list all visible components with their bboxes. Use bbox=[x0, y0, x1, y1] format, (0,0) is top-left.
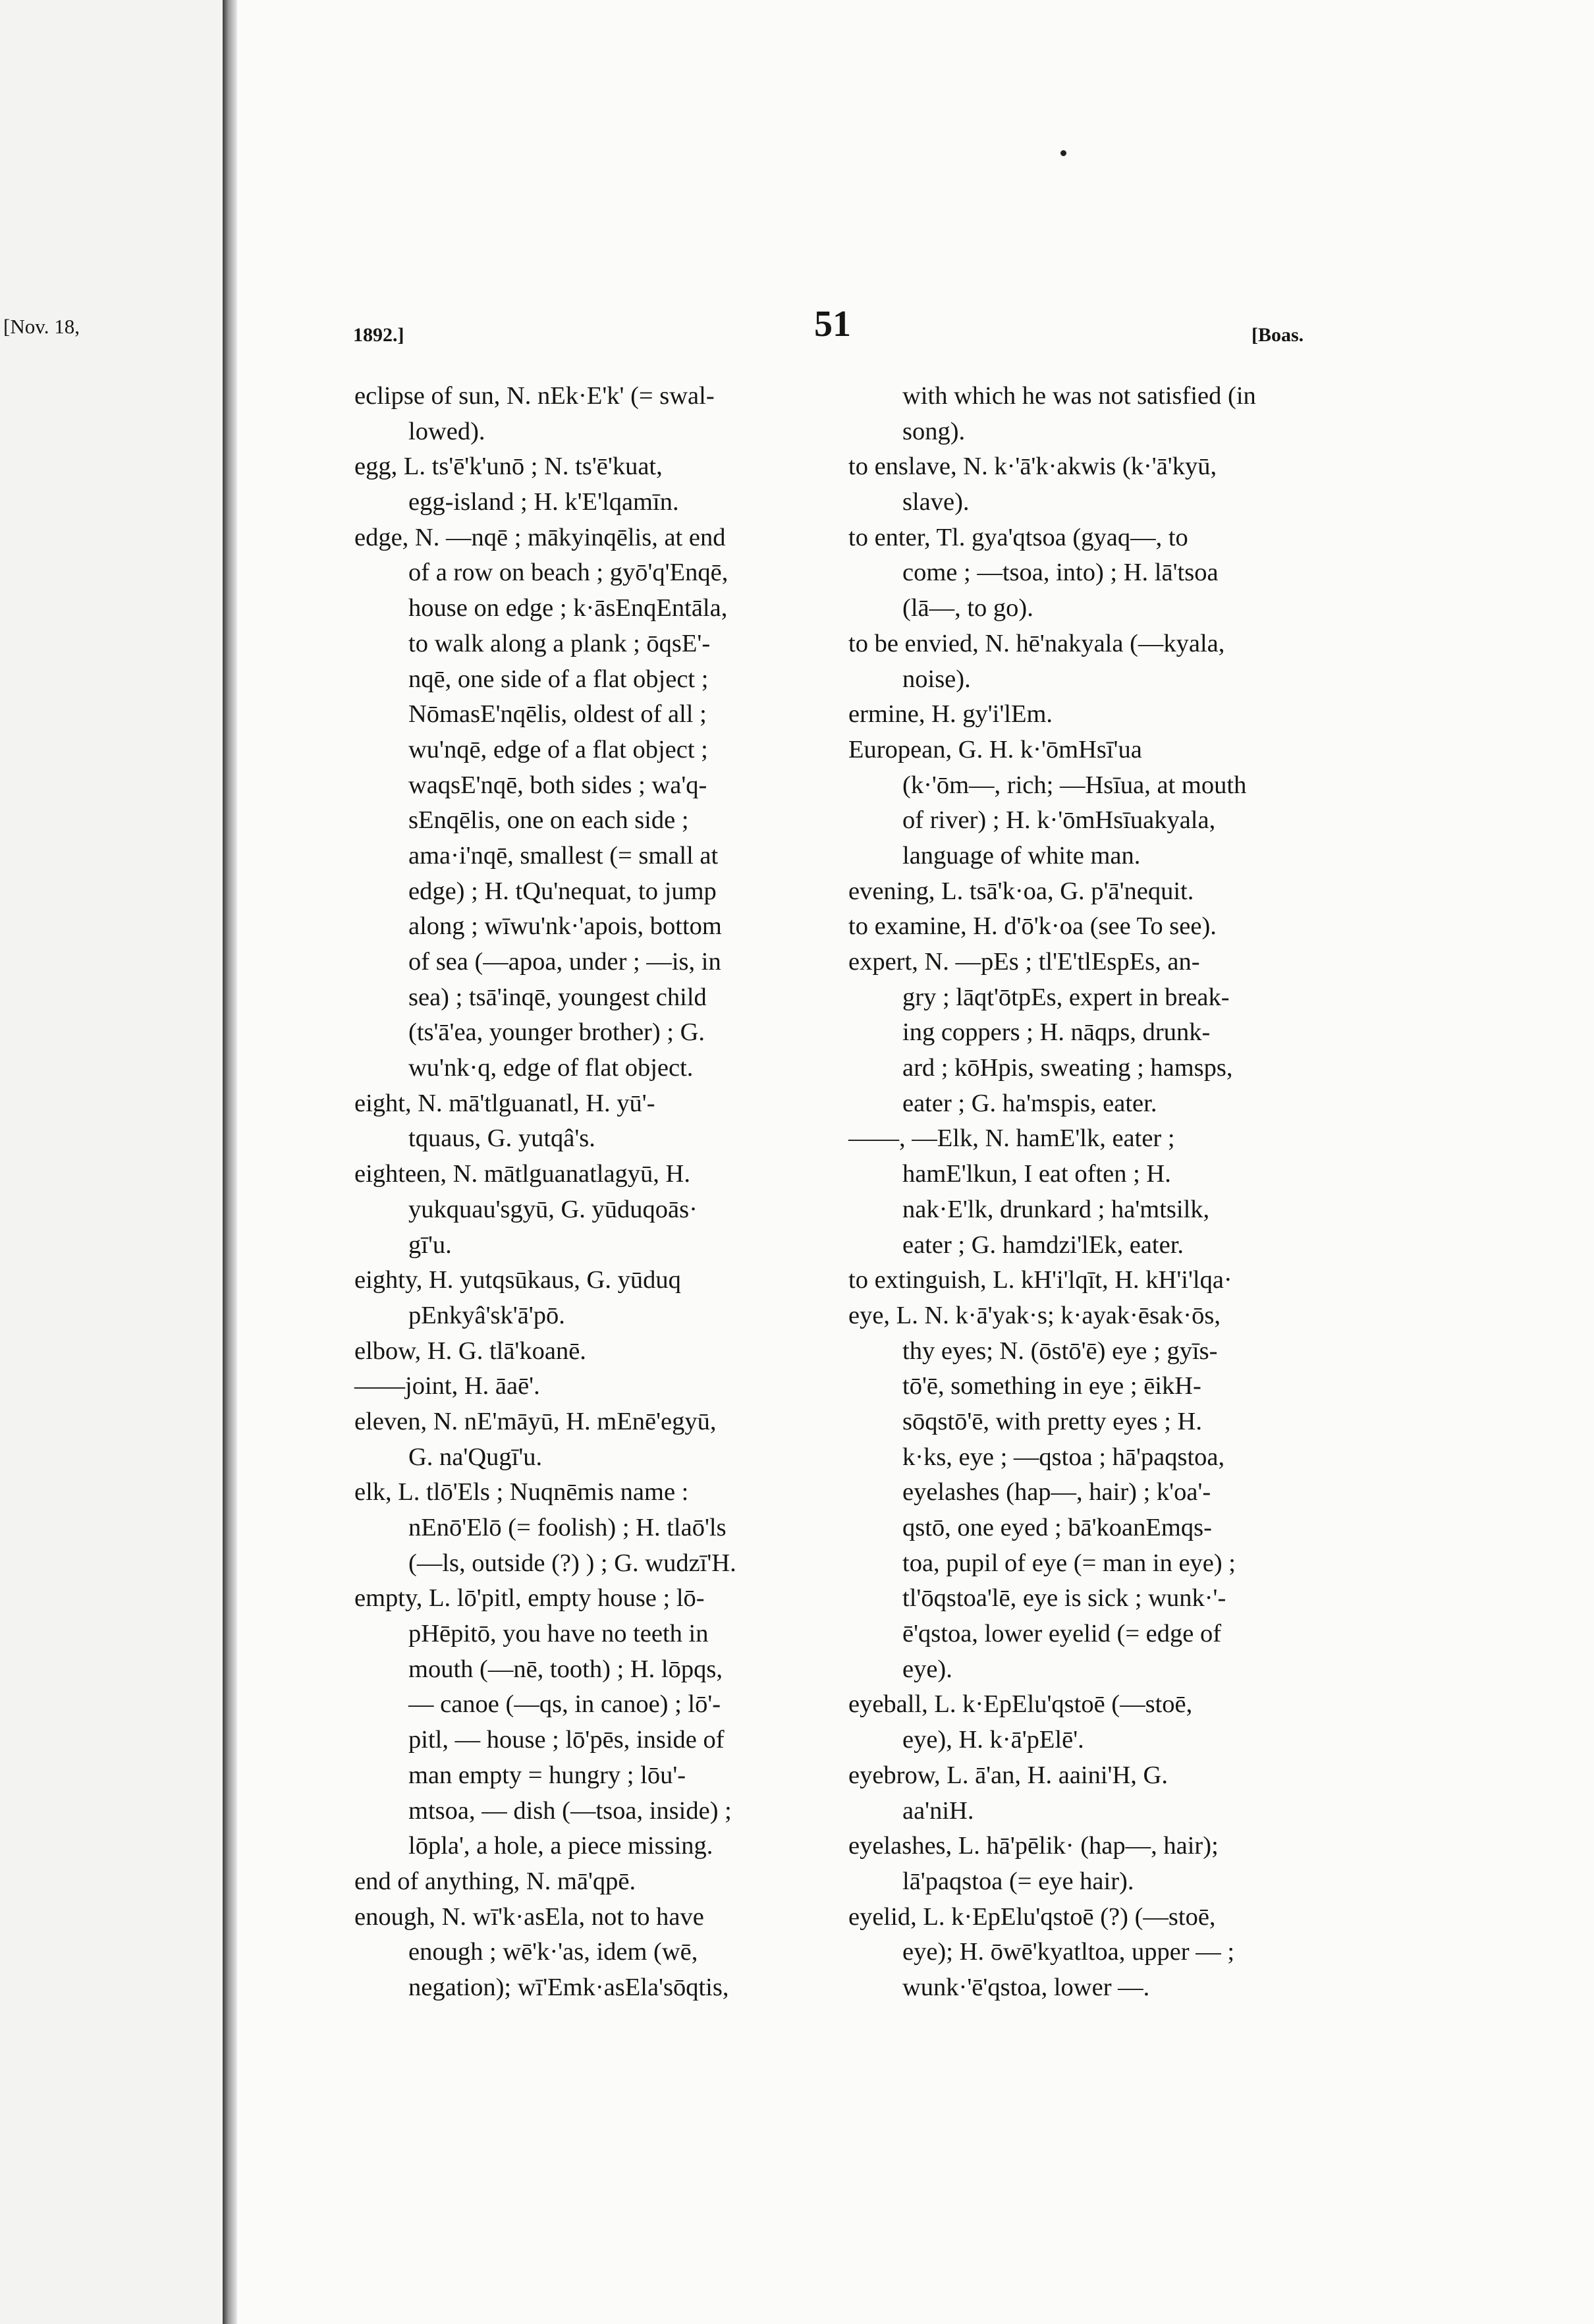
entry-line: ama·i'nqē, smallest (= small at bbox=[408, 841, 719, 870]
entry-line: lā'paqstoa (= eye hair). bbox=[902, 1867, 1134, 1895]
entry-line: mtsoa, — dish (—tsoa, inside) ; bbox=[408, 1796, 732, 1825]
entry-headline: eclipse of sun, N. nEk·E'k' (= swal- bbox=[354, 382, 715, 410]
entry-headline: to be envied, N. hē'nakyala (—kyala, bbox=[848, 629, 1225, 657]
entry-line: noise). bbox=[902, 665, 971, 693]
entry-headline: to extinguish, L. kH'i'lqīt, H. kH'i'lqa· bbox=[848, 1266, 1232, 1294]
entry-line: gry ; lāqt'ōtpEs, expert in break- bbox=[902, 983, 1230, 1011]
entry-headline: European, G. H. k·'ōmHsī'ua bbox=[848, 735, 1142, 763]
entry-line: song). bbox=[902, 417, 966, 445]
entry-line: qstō, one eyed ; bā'koanEmqs- bbox=[902, 1514, 1212, 1541]
entry-headline: to enslave, N. k·'ā'k·akwis (k·'ā'kyū, bbox=[848, 453, 1217, 481]
entry-headline: edge, N. —nqē ; mākyinqēlis, at end bbox=[354, 523, 726, 551]
entry-line: pitl, — house ; lō'pēs, inside of bbox=[408, 1726, 725, 1754]
entry-line: tquaus, G. yutqâ's. bbox=[408, 1124, 595, 1153]
entry-line: (lā—, to go). bbox=[902, 594, 1033, 622]
entry-line: along ; wīwu'nk·'apois, bottom bbox=[408, 912, 722, 941]
entry-headline: enough, N. wī'k·asEla, not to have bbox=[354, 1902, 704, 1931]
entry-line: gī'u. bbox=[408, 1231, 452, 1259]
entry-line: ē'qstoa, lower eyelid (= edge of bbox=[902, 1620, 1222, 1648]
entry-line: language of white man. bbox=[902, 841, 1141, 870]
entry-line: come ; —tsoa, into) ; H. lā'tsoa bbox=[902, 559, 1219, 587]
entry-line: yukquau'sgyū, G. yūduqoās· bbox=[408, 1195, 698, 1223]
entry-headline: to examine, H. d'ō'k·oa (see To see). bbox=[848, 912, 1217, 941]
facing-page-header: [Nov. 18, bbox=[3, 315, 80, 338]
entry-line: aa'niH. bbox=[902, 1796, 974, 1825]
entry-line: tl'ōqstoa'lē, eye is sick ; wunk·'- bbox=[902, 1584, 1226, 1613]
entry-line: of sea (—apoa, under ; —is, in bbox=[408, 948, 721, 976]
entry-line: lōpla', a hole, a piece missing. bbox=[408, 1832, 713, 1860]
entry-line: G. na'Qugī'u. bbox=[408, 1443, 543, 1471]
header-author: [Boas. bbox=[1251, 324, 1304, 346]
entry-line: ard ; kōHpis, sweating ; hamsps, bbox=[902, 1054, 1233, 1082]
entry-headline: eye, L. N. k·ā'yak·s; k·ayak·ēsak·ōs, bbox=[848, 1301, 1221, 1329]
entry-line: tō'ē, something in eye ; ēikH- bbox=[902, 1372, 1201, 1400]
entry-line: pHēpitō, you have no teeth in bbox=[408, 1620, 709, 1648]
entry-headline: ——joint, H. āaē'. bbox=[354, 1372, 540, 1400]
entry-line: eye); H. ōwē'kyatltoa, upper — ; bbox=[902, 1938, 1235, 1966]
entry-headline: egg, L. ts'ē'k'unō ; N. ts'ē'kuat, bbox=[354, 453, 663, 481]
entry-line: eye). bbox=[902, 1655, 952, 1683]
entry-headline: evening, L. tsā'k·oa, G. p'ā'nequit. bbox=[848, 877, 1194, 905]
entry-line: eater ; G. ha'mspis, eater. bbox=[902, 1089, 1157, 1117]
entry-headline: eyelid, L. k·EpElu'qstoē (?) (—stoē, bbox=[848, 1902, 1216, 1931]
entry-line: eye), H. k·ā'pElē'. bbox=[902, 1726, 1084, 1754]
entry-line: to walk along a plank ; ōqsE'- bbox=[408, 629, 711, 657]
entry-line: ing coppers ; H. nāqps, drunk- bbox=[902, 1018, 1211, 1047]
entry-line: pEnkyâ'sk'ā'pō. bbox=[408, 1301, 565, 1329]
page-number: 51 bbox=[814, 304, 851, 345]
entry-headline: ermine, H. gy'i'lEm. bbox=[848, 700, 1053, 729]
entry-line: thy eyes; N. (ōstō'ē) eye ; gyīs- bbox=[902, 1337, 1218, 1365]
entry-line: lowed). bbox=[408, 417, 485, 445]
entry-line: nqē, one side of a flat object ; bbox=[408, 665, 709, 693]
entry-line: (—ls, outside (?) ) ; G. wudzī'H. bbox=[408, 1549, 736, 1577]
entry-line: house on edge ; k·āsEnqEntāla, bbox=[408, 594, 728, 622]
entry-line: sōqstō'ē, with pretty eyes ; H. bbox=[902, 1407, 1202, 1435]
entry-line: eyelashes (hap—, hair) ; k'oa'- bbox=[902, 1478, 1211, 1507]
entry-headline: eighteen, N. mātlguanatlagyū, H. bbox=[354, 1160, 690, 1188]
entry-line: nak·E'lk, drunkard ; ha'mtsilk, bbox=[902, 1195, 1210, 1223]
entry-line: toa, pupil of eye (= man in eye) ; bbox=[902, 1549, 1236, 1577]
entry-headline: expert, N. —pEs ; tl'E'tlEspEs, an- bbox=[848, 948, 1200, 976]
entry-line: of river) ; H. k·'ōmHsīuakyala, bbox=[902, 806, 1216, 835]
entry-line: negation); wī'Emk·asEla'sōqtis, bbox=[408, 1973, 729, 2001]
entry-headline: to enter, Tl. gya'qtsoa (gyaq—, to bbox=[848, 523, 1188, 551]
entry-line: of a row on beach ; gyō'q'Enqē, bbox=[408, 559, 728, 587]
entry-headline: eyeball, L. k·EpElu'qstoē (—stoē, bbox=[848, 1690, 1193, 1719]
entry-headline: eyelashes, L. hā'pēlik· (hap—, hair); bbox=[848, 1832, 1219, 1860]
entry-headline: eight, N. mā'tlguanatl, H. yū'- bbox=[354, 1089, 655, 1117]
ink-speck bbox=[1060, 150, 1066, 156]
entry-line: wu'nk·q, edge of flat object. bbox=[408, 1054, 694, 1082]
entry-headline: end of anything, N. mā'qpē. bbox=[354, 1867, 636, 1895]
entry-headline: eyebrow, L. ā'an, H. aaini'H, G. bbox=[848, 1761, 1168, 1789]
entry-line: mouth (—nē, tooth) ; H. lōpqs, bbox=[408, 1655, 723, 1683]
entry-headline: eleven, N. nE'māyū, H. mEnē'egyū, bbox=[354, 1407, 717, 1435]
left-column bbox=[354, 379, 829, 2006]
entry-headline: elbow, H. G. tlā'koanē. bbox=[354, 1337, 586, 1365]
entry-line: slave). bbox=[902, 488, 970, 516]
entry-line: eater ; G. hamdzi'lEk, eater. bbox=[902, 1231, 1184, 1259]
entry-headline: eighty, H. yutqsūkaus, G. yūduq bbox=[354, 1266, 681, 1294]
entry-line: — canoe (—qs, in canoe) ; lō'- bbox=[408, 1690, 721, 1719]
entry-line: egg-island ; H. k'E'lqamīn. bbox=[408, 488, 679, 516]
entry-line: wu'nqē, edge of a flat object ; bbox=[408, 735, 708, 763]
entry-line: sEnqēlis, one on each side ; bbox=[408, 806, 689, 835]
entry-line: NōmasE'nqēlis, oldest of all ; bbox=[408, 700, 707, 729]
entry-line: edge) ; H. tQu'nequat, to jump bbox=[408, 877, 717, 905]
entry-line: nEnō'Elō (= foolish) ; H. tlaō'ls bbox=[408, 1514, 727, 1541]
book-gutter bbox=[223, 0, 237, 2324]
entry-headline: empty, L. lō'pitl, empty house ; lō- bbox=[354, 1584, 705, 1613]
entry-line: (ts'ā'ea, younger brother) ; G. bbox=[408, 1018, 705, 1047]
entry-line: waqsE'nqē, both sides ; wa'q- bbox=[408, 771, 707, 799]
entry-line: man empty = hungry ; lōu'- bbox=[408, 1761, 686, 1789]
entry-line: wunk·'ē'qstoa, lower —. bbox=[902, 1973, 1150, 2001]
entry-line: k·ks, eye ; —qstoa ; hā'paqstoa, bbox=[902, 1443, 1225, 1471]
entry-line: enough ; wē'k·'as, idem (wē, bbox=[408, 1938, 698, 1966]
right-column bbox=[848, 379, 1323, 2006]
header-year: 1892.] bbox=[353, 324, 404, 346]
entry-headline: ——, —Elk, N. hamE'lk, eater ; bbox=[848, 1124, 1175, 1153]
entry-line: (k·'ōm—, rich; —Hsīua, at mouth bbox=[902, 771, 1247, 799]
entry-headline: elk, L. tlō'Els ; Nuqnēmis name : bbox=[354, 1478, 689, 1507]
facing-page bbox=[0, 0, 224, 2324]
entry-line: hamE'lkun, I eat often ; H. bbox=[902, 1160, 1171, 1188]
entry-line: sea) ; tsā'inqē, youngest child bbox=[408, 983, 707, 1011]
entry-line: with which he was not satisfied (in bbox=[902, 382, 1256, 410]
